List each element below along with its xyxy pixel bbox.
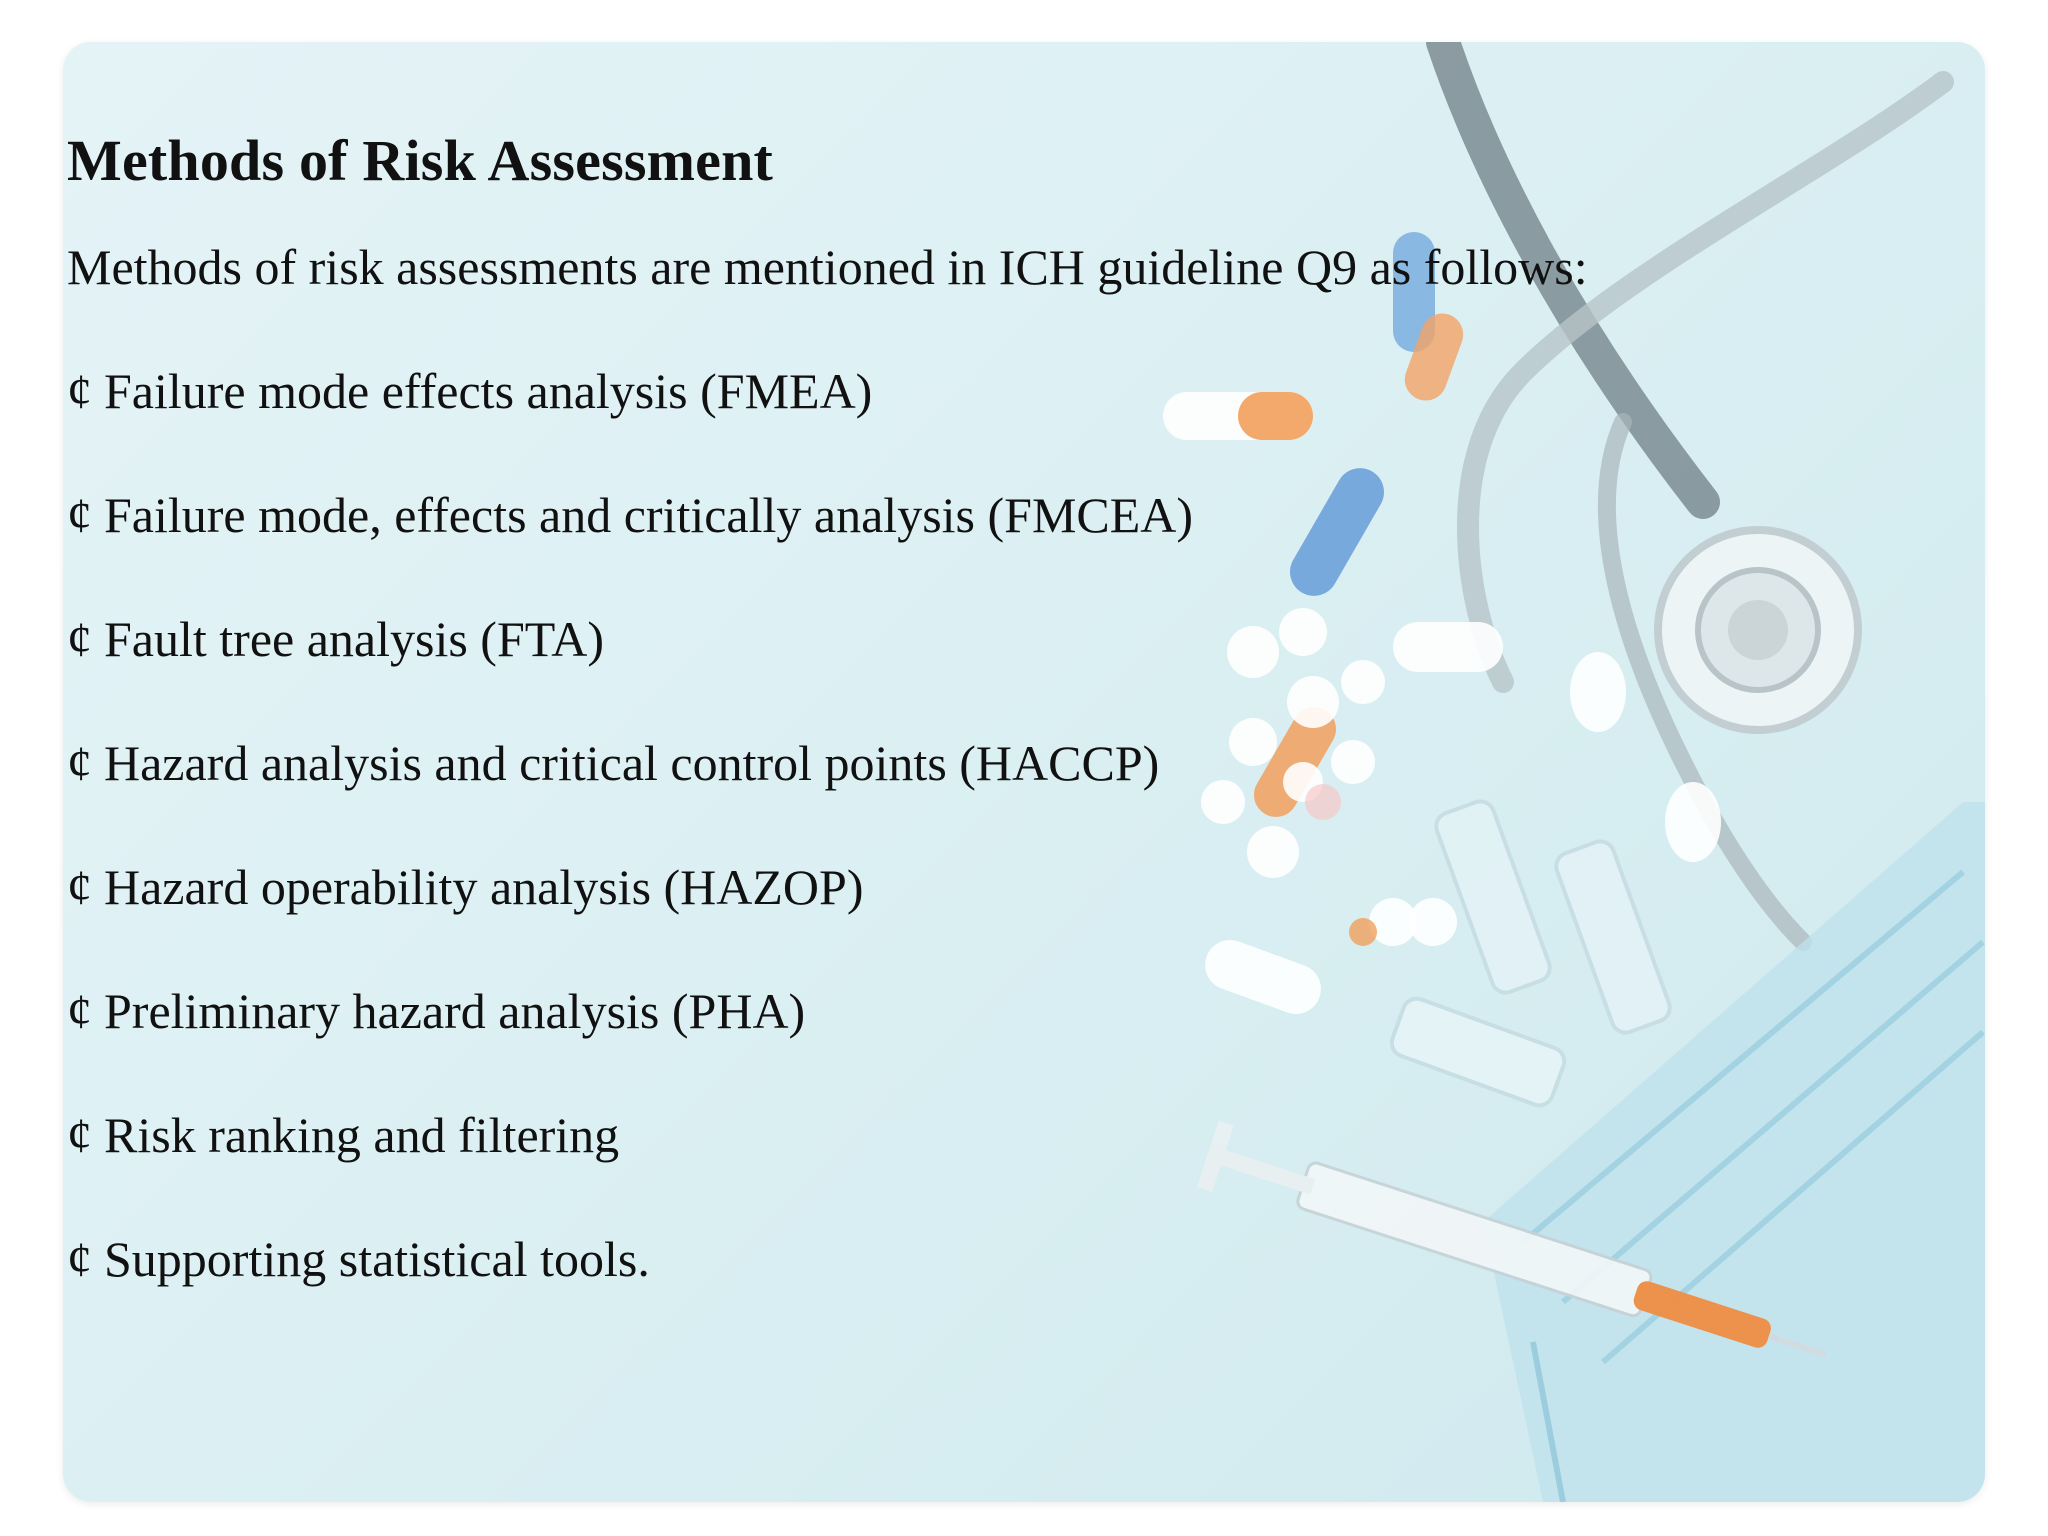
list-item xyxy=(67,983,1947,1039)
list-item xyxy=(67,1107,1947,1163)
bullet-icon: ¢ xyxy=(67,1107,92,1163)
bullet-icon: ¢ xyxy=(67,859,92,915)
list-item xyxy=(67,363,1947,419)
list-item xyxy=(67,1231,1947,1287)
list-item xyxy=(67,735,1947,791)
slide-title: Methods of Risk Assessment xyxy=(67,128,774,193)
list-item-text: Risk ranking and filtering xyxy=(104,1107,620,1163)
list-item-text: Fault tree analysis (FTA) xyxy=(104,611,605,667)
methods-list xyxy=(67,363,1947,1287)
bullet-icon: ¢ xyxy=(67,1231,92,1287)
list-item xyxy=(67,611,1947,667)
list-item-text: Failure mode, effects and critically analysis (FMCEA) xyxy=(104,487,1194,543)
bullet-icon: ¢ xyxy=(67,487,92,543)
list-item-text: Failure mode effects analysis (FMEA) xyxy=(104,363,873,419)
bullet-icon: ¢ xyxy=(67,983,92,1039)
list-item-text: Hazard operability analysis (HAZOP) xyxy=(104,859,864,915)
list-item-text: Supporting statistical tools. xyxy=(104,1231,650,1287)
slide xyxy=(63,42,1985,1502)
list-item xyxy=(67,487,1947,543)
slide-content xyxy=(67,128,1947,1358)
list-item-text: Preliminary hazard analysis (PHA) xyxy=(104,983,806,1039)
list-item xyxy=(67,859,1947,915)
bullet-icon: ¢ xyxy=(67,735,92,791)
bullet-icon: ¢ xyxy=(67,611,92,667)
list-item-text: Hazard analysis and critical control points (HACCP) xyxy=(104,735,1160,791)
intro-text: Methods of risk assessments are mentioned in ICH guideline Q9 as follows: xyxy=(67,239,1588,295)
bullet-icon: ¢ xyxy=(67,363,92,419)
